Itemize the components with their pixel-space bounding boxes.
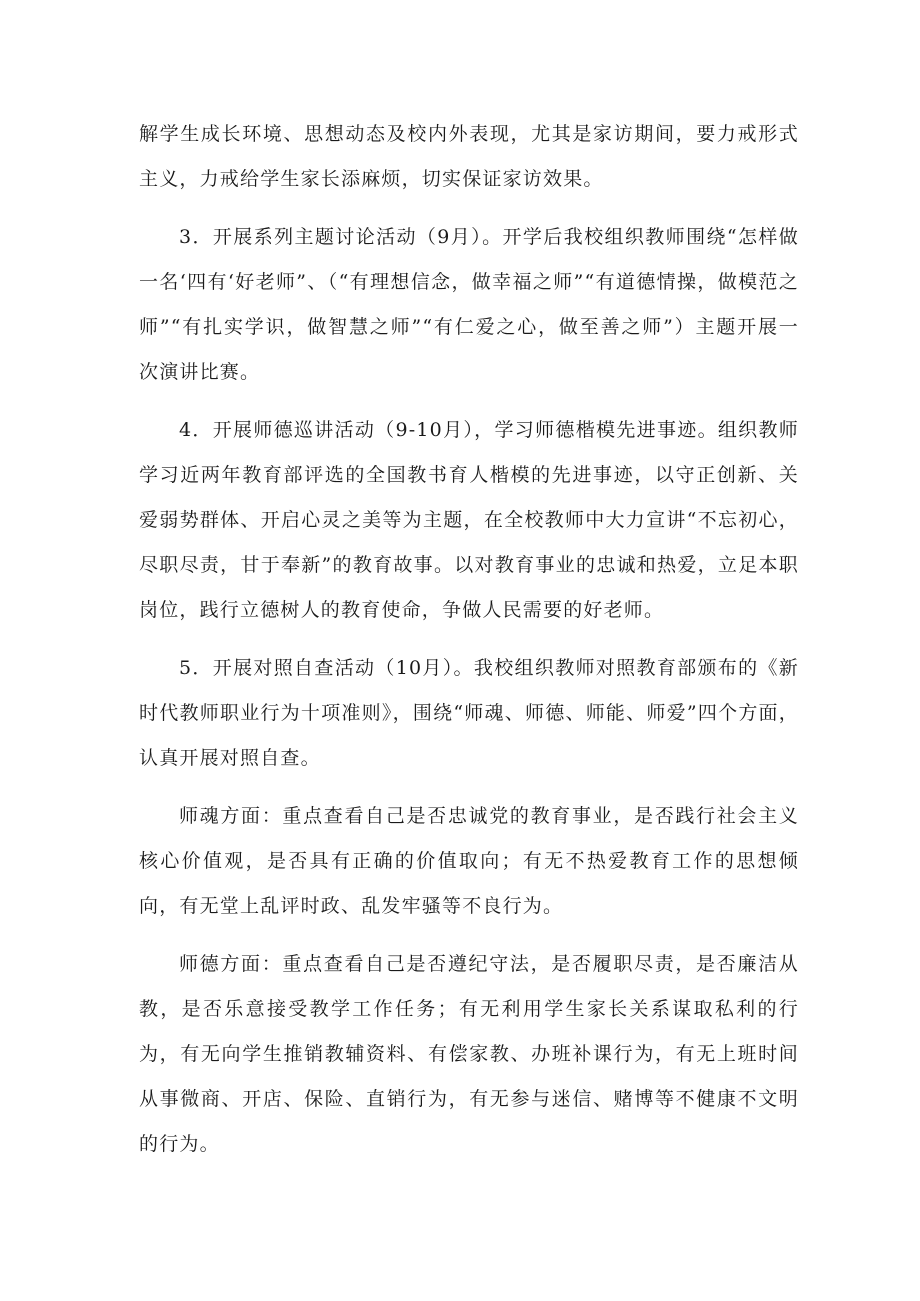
paragraph-shihun: 师魂方面：重点查看自己是否忠诚党的教育事业，是否践行社会主义核心价值观，是否具有正确的价值取向；有无不热爱教育工作的思想倾向，有无堂上乱评时政、乱发牢骚等不良行为。 [139,805,799,917]
paragraph-item-4: 4．开展师德巡讲活动（9-10月），学习师德楷模先进事迹。组织教师学习近两年教育部评选的全国教书育人楷模的先进事迹，以守正创新、关爱弱势群体、开启心灵之美等为主题，在全校教师中大力宣讲“不忘初心，尽职尽责，甘于奉新”的教育故事。以对教育事业的忠诚和热爱，立足本职岗位，践行立德树人的教育使命，争做人民需要的好老师。 [139,419,800,621]
paragraph-continued: 解学生成长环境、思想动态及校内外表现，尤其是家访期间，要力戒形式主义，力戒给学生家长添麻烦，切实保证家访效果。 [139,123,799,190]
paragraph-shide: 师德方面：重点查看自己是否遵纪守法，是否履职尽责，是否廉洁从教，是否乐意接受教学工作任务；有无利用学生家长关系谋取私利的行为，有无向学生推销教辅资料、有偿家教、办班补课行为，有无上班时间从事微商、开店、保险、直销行为，有无参与迷信、赌博等不健康不文明的行为。 [139,953,799,1155]
document-body [139,112,799,1180]
paragraph-item-5: 5．开展对照自查活动（10月）。我校组织教师对照教育部颁布的《新时代教师职业行为十项准则》，围绕“师魂、师德、师能、师爱”四个方面，认真开展对照自查。 [139,657,799,769]
paragraph-item-3: 3．开展系列主题讨论活动（9月）。开学后我校组织教师围绕“怎样做一名‘四有‘好老师”、（“有理想信念，做幸福之师”“有道德情操，做模范之师”“有扎实学识，做智慧之师”“有仁爱之心，做至善之师”）主题开展一次演讲比赛。 [139,226,799,383]
